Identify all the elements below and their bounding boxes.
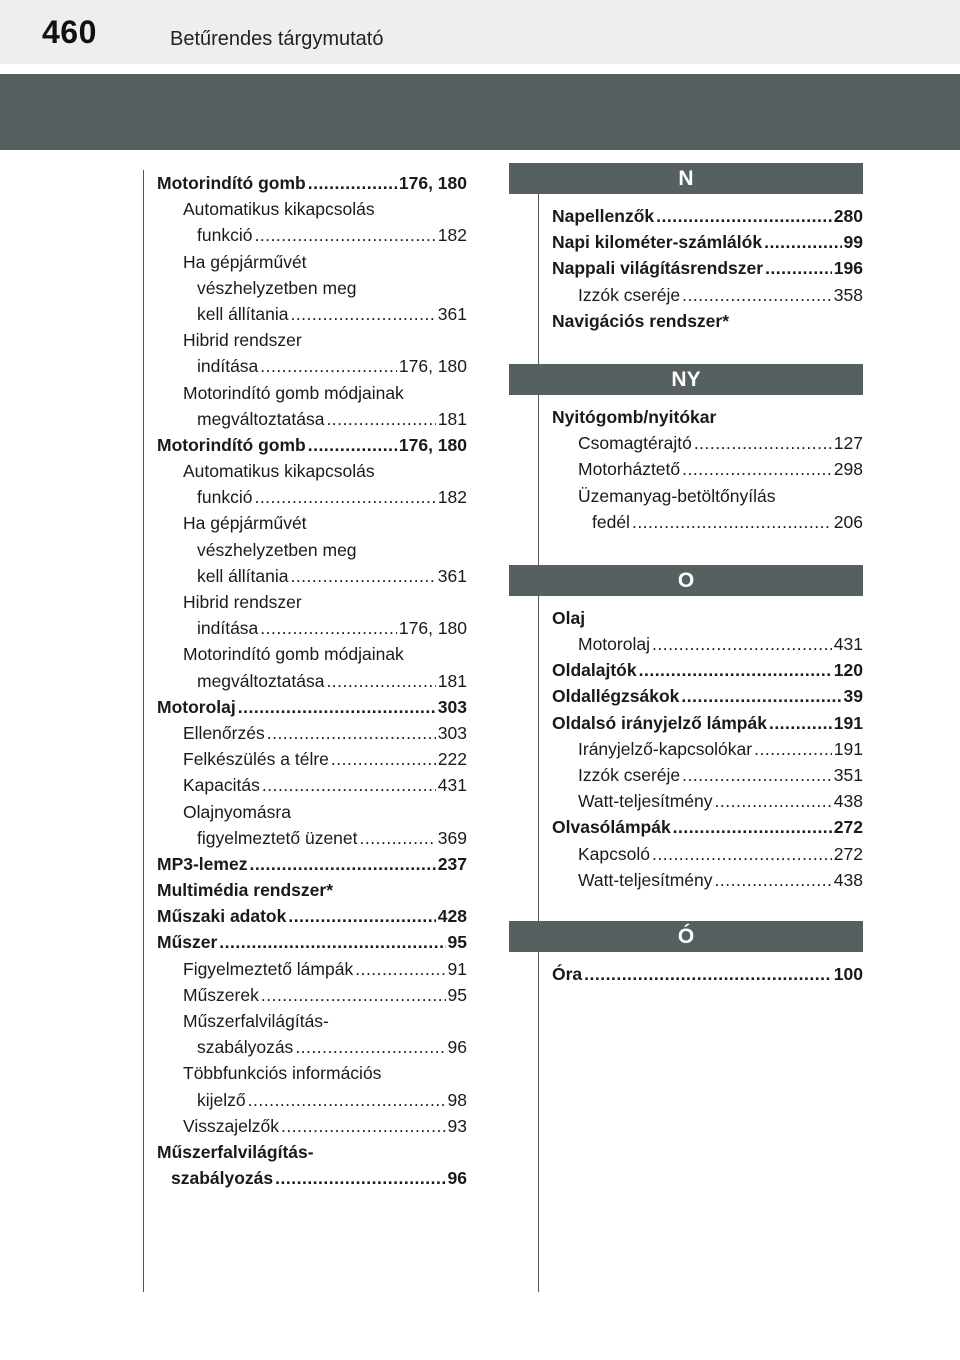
index-entry-text: Műszaki adatok: [157, 906, 287, 927]
index-continuation: [157, 668, 467, 694]
index-entry-text: kell állítania: [197, 565, 289, 586]
page-reference: 96: [447, 1037, 467, 1058]
index-subentry: [157, 589, 467, 615]
page-reference: 182: [437, 225, 467, 246]
index-entry-text: Üzemanyag-betöltőnyílás: [578, 485, 776, 506]
index-entry-text: Ha gépjárművét: [183, 513, 307, 534]
index-entry-text: Műszerfalvilágítás-: [183, 1011, 329, 1031]
index-subentry: [157, 1008, 467, 1034]
index-entry-text: vészhelyzetben meg: [197, 277, 357, 298]
page-reference: 98: [447, 1089, 467, 1110]
page-reference: 176, 180: [398, 173, 467, 193]
section-title: Betűrendes tárgymutató: [170, 28, 384, 50]
index-subentry: [552, 867, 863, 893]
index-entry-text: Napi kilométer-számlálók: [552, 232, 763, 253]
index-continuation: [157, 825, 467, 851]
index-entry-text: Olajnyomásra: [183, 801, 291, 822]
page-reference: 39: [843, 686, 863, 707]
leader-dots: [290, 563, 435, 589]
index-subentry: [157, 772, 467, 798]
page-reference: 303: [437, 722, 467, 743]
index-entry-text: Motorindító gomb: [157, 434, 306, 455]
leader-dots: [262, 772, 436, 798]
page-reference: 303: [437, 696, 467, 717]
index-entry-text: Motorindító gomb módjainak: [183, 382, 404, 403]
page-reference: 272: [833, 817, 863, 838]
leader-dots: [267, 720, 436, 746]
page-reference: 95: [447, 932, 467, 953]
leader-dots: [584, 961, 832, 987]
index-entry-text: Motorindító gomb: [157, 173, 306, 193]
leader-dots: [355, 956, 445, 982]
page-reference: 96: [447, 1168, 467, 1189]
page-reference: 351: [833, 765, 863, 785]
index-entry-text: Izzók cseréje: [578, 765, 681, 785]
index-continuation: [157, 1034, 467, 1060]
page-reference: 298: [833, 459, 863, 480]
index-entry-text: Motorindító gomb módjainak: [183, 644, 404, 665]
index-entry-text: Multimédia rendszer*: [157, 880, 334, 901]
index-entry: [157, 432, 467, 458]
letter-heading: N: [509, 163, 863, 194]
index-entry-text: Nyitógomb/nyitókar: [552, 406, 717, 427]
index-subentry: [552, 483, 863, 509]
index-entry-text: Figyelmeztető lámpák: [183, 958, 354, 979]
index-entry-text: Oldallégzsákok: [552, 686, 680, 707]
index-entry: [157, 929, 467, 955]
index-entry: [157, 694, 467, 720]
index-entry-text: MP3-lemez: [157, 853, 248, 874]
page-reference: 428: [437, 906, 467, 927]
index-subentry: [157, 641, 467, 667]
leader-dots: [682, 282, 832, 308]
index-subentry: [552, 736, 863, 762]
leader-dots: [326, 668, 435, 694]
leader-dots: [219, 929, 445, 955]
index-subentry: [157, 249, 467, 275]
index-subentry: [157, 1060, 467, 1086]
leader-dots: [308, 170, 397, 196]
section-spacer: [509, 334, 863, 364]
page-reference: 237: [437, 853, 467, 874]
leader-dots: [656, 203, 832, 229]
index-entry-text: vészhelyzetben meg: [197, 539, 357, 560]
index-subentry: [157, 510, 467, 536]
page-reference: 361: [437, 565, 467, 586]
leader-dots: [652, 631, 832, 657]
leader-dots: [248, 1087, 446, 1113]
leader-dots: [682, 762, 832, 788]
index-entry: [157, 1139, 467, 1165]
page-reference: 191: [833, 712, 863, 733]
index-entry-text: Csomagtérajtó: [578, 433, 692, 454]
letter-section: [509, 961, 863, 987]
index-entry-text: Felkészülés a télre: [183, 749, 329, 770]
leader-dots: [275, 1165, 445, 1191]
leader-dots: [260, 615, 397, 641]
page-number: 460: [42, 14, 97, 50]
left-column-rule: [143, 170, 144, 1292]
index-continuation: [157, 222, 467, 248]
leader-dots: [238, 694, 436, 720]
page-reference: 438: [833, 791, 863, 812]
page-reference: 176, 180: [398, 356, 467, 377]
leader-dots: [326, 406, 435, 432]
leader-dots: [254, 222, 435, 248]
index-subentry: [157, 720, 467, 746]
index-entry-text: Ellenőrzés: [183, 722, 265, 743]
page-reference: 431: [833, 634, 863, 655]
index-entry: [552, 308, 863, 334]
index-subentry: [157, 956, 467, 982]
index-entry-text: Visszajelzők: [183, 1115, 279, 1136]
index-entry: [157, 851, 467, 877]
index-entry-text: kell állítania: [197, 303, 289, 324]
index-entry: [552, 814, 863, 840]
index-entry: [157, 903, 467, 929]
index-entry: [157, 170, 467, 196]
letter-section: [509, 605, 863, 893]
leader-dots: [764, 229, 841, 255]
index-subentry: [157, 1113, 467, 1139]
index-subentry: [157, 982, 467, 1008]
index-entry: [552, 605, 863, 631]
leader-dots: [290, 301, 435, 327]
index-subentry: [552, 762, 863, 788]
leader-dots: [360, 825, 436, 851]
index-entry: [552, 710, 863, 736]
index-entry-text: szabályozás: [171, 1168, 274, 1189]
index-entry: [552, 203, 863, 229]
leader-dots: [754, 736, 832, 762]
page-reference: 176, 180: [398, 618, 467, 639]
header-band: [0, 74, 960, 150]
leader-dots: [715, 788, 832, 814]
index-entry-text: Watt-teljesítmény: [578, 791, 713, 812]
page-reference: 272: [833, 843, 863, 864]
index-subentry: [552, 631, 863, 657]
index-subentry: [552, 456, 863, 482]
index-entry-text: Óra: [552, 963, 583, 984]
leader-dots: [261, 982, 446, 1008]
right-index-column: [509, 163, 863, 987]
leader-dots: [254, 484, 435, 510]
index-subentry: [157, 196, 467, 222]
page-reference: 206: [833, 511, 863, 532]
letter-section: [509, 203, 863, 334]
index-entry-text: Hibrid rendszer: [183, 592, 302, 612]
leader-dots: [288, 903, 435, 929]
page-reference: 176, 180: [398, 434, 467, 455]
index-entry-text: Watt-teljesítmény: [578, 869, 713, 890]
index-entry-text: figyelmeztető üzenet: [197, 827, 358, 848]
index-entry-text: Automatikus kikapcsolás: [183, 199, 375, 220]
index-continuation: [157, 537, 467, 563]
index-entry-text: Műszerfalvilágítás-: [157, 1141, 314, 1162]
section-spacer: [509, 893, 863, 921]
letter-heading: O: [509, 565, 863, 596]
page-reference: 91: [447, 958, 467, 979]
leader-dots: [639, 657, 832, 683]
index-entry-text: Olvasólámpák: [552, 817, 671, 838]
page-reference: 358: [833, 284, 863, 305]
index-entry-text: Műszer: [157, 932, 218, 953]
index-entry: [157, 877, 467, 903]
index-subentry: [157, 380, 467, 406]
index-subentry: [552, 841, 863, 867]
letter-heading: Ó: [509, 921, 863, 952]
index-entry-text: Nappali világításrendszer: [552, 258, 764, 279]
index-entry-text: Motorolaj: [157, 696, 236, 717]
page-reference: 196: [833, 258, 863, 279]
index-entry-text: Olaj: [552, 607, 586, 628]
leader-dots: [682, 456, 832, 482]
header-bar: [0, 0, 960, 64]
index-entry: [552, 683, 863, 709]
index-entry-text: Izzók cseréje: [578, 284, 681, 305]
index-continuation: [157, 563, 467, 589]
index-entry: [552, 255, 863, 281]
page-reference: 120: [833, 660, 863, 681]
index-subentry: [157, 746, 467, 772]
index-entry-text: fedél: [592, 511, 630, 532]
index-subentry: [552, 788, 863, 814]
index-entry-text: Kapcsoló: [578, 843, 650, 864]
index-entry-text: Motorolaj: [578, 634, 650, 655]
page-reference: 100: [833, 963, 863, 984]
index-entry-text: Műszerek: [183, 984, 259, 1005]
index-entry-text: Hibrid rendszer: [183, 330, 302, 351]
index-entry-text: megváltoztatása: [197, 408, 325, 429]
left-index-column: [157, 170, 467, 1191]
index-entry: [552, 229, 863, 255]
leader-dots: [765, 255, 832, 281]
leader-dots: [694, 430, 832, 456]
letter-heading: NY: [509, 364, 863, 395]
leader-dots: [652, 841, 832, 867]
index-entry: [157, 1165, 467, 1191]
index-subentry: [157, 458, 467, 484]
index-continuation: [157, 353, 467, 379]
index-entry-text: Irányjelző-kapcsolókar: [578, 738, 753, 759]
index-continuation: [157, 301, 467, 327]
leader-dots: [673, 814, 832, 840]
page-reference: 438: [833, 869, 863, 890]
index-entry-text: Navigációs rendszer*: [552, 310, 730, 331]
page-reference: 369: [437, 827, 467, 848]
index-entry-text: indítása: [197, 618, 259, 639]
index-entry-text: funkció: [197, 225, 253, 246]
index-entry-text: Ha gépjárművét: [183, 251, 307, 272]
index-entry-text: Kapacitás: [183, 775, 260, 796]
letter-section: [509, 404, 863, 535]
index-entry: [552, 961, 863, 987]
index-entry-text: Napellenzők: [552, 206, 655, 226]
leader-dots: [715, 867, 832, 893]
page-reference: 181: [437, 408, 467, 429]
leader-dots: [308, 432, 397, 458]
index-entry-text: szabályozás: [197, 1037, 294, 1058]
index-subentry: [157, 799, 467, 825]
page-reference: 127: [833, 433, 863, 454]
page-reference: 222: [437, 749, 467, 770]
leader-dots: [331, 746, 436, 772]
leader-dots: [260, 353, 397, 379]
page-reference: 431: [437, 775, 467, 796]
leader-dots: [632, 509, 832, 535]
index-entry-text: Oldalsó irányjelző lámpák: [552, 712, 767, 733]
page-reference: 361: [437, 303, 467, 324]
leader-dots: [769, 710, 832, 736]
index-entry-text: Motorháztető: [578, 459, 681, 480]
page-reference: 280: [833, 206, 863, 226]
index-continuation: [157, 406, 467, 432]
leader-dots: [295, 1034, 445, 1060]
page-reference: 191: [833, 738, 863, 759]
index-continuation: [157, 484, 467, 510]
index-subentry: [157, 327, 467, 353]
leader-dots: [681, 683, 841, 709]
index-entry-text: Automatikus kikapcsolás: [183, 461, 375, 482]
section-spacer: [509, 535, 863, 565]
index-entry-text: kijelző: [197, 1089, 246, 1110]
index-entry-text: Többfunkciós információs: [183, 1063, 382, 1084]
index-continuation: [157, 275, 467, 301]
index-continuation: [552, 509, 863, 535]
page-reference: 182: [437, 487, 467, 508]
index-continuation: [157, 615, 467, 641]
page-reference: 95: [447, 984, 467, 1005]
index-entry-text: megváltoztatása: [197, 670, 325, 691]
index-entry-text: Oldalajtók: [552, 660, 637, 681]
index-subentry: [552, 282, 863, 308]
leader-dots: [249, 851, 435, 877]
index-entry: [552, 657, 863, 683]
page-reference: 93: [447, 1115, 467, 1136]
index-entry-text: indítása: [197, 356, 259, 377]
index-continuation: [157, 1087, 467, 1113]
index-entry: [552, 404, 863, 430]
index-entry-text: funkció: [197, 487, 253, 508]
page-reference: 181: [437, 670, 467, 691]
leader-dots: [281, 1113, 446, 1139]
page-reference: 99: [843, 232, 863, 253]
index-subentry: [552, 430, 863, 456]
